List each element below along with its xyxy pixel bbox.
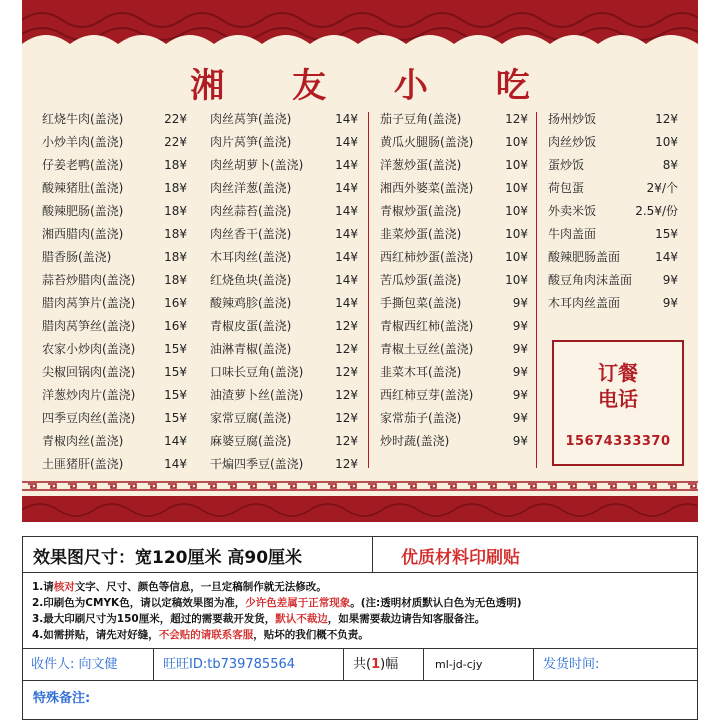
size-spec: 效果图尺寸：宽120厘米 高90厘米 (33, 548, 303, 568)
menu-item-price: 14¥ (655, 250, 678, 264)
menu-item-name: 肉丝胡萝卜(盖浇) (210, 158, 304, 172)
menu-item-price: 16¥ (164, 296, 187, 310)
menu-item (210, 109, 358, 129)
wangwang-id-field: 旺旺ID:tb739785564 (163, 657, 296, 672)
menu-item (380, 431, 528, 451)
menu-item-name: 牛肉盖面 (548, 227, 597, 241)
menu-item-name: 青椒皮蛋(盖浇) (210, 319, 292, 333)
menu-item-name: 仔姜老鸭(盖浇) (42, 158, 124, 172)
order-phone-box (552, 340, 684, 466)
menu-item-price: 14¥ (164, 457, 187, 471)
menu-item-price: 15¥ (164, 388, 187, 402)
menu-item-price: 9¥ (512, 411, 528, 425)
column-divider (536, 112, 537, 468)
menu-item (210, 155, 358, 175)
menu-item-price: 10¥ (505, 250, 528, 264)
menu-item-price: 9¥ (512, 365, 528, 379)
note-highlight: 默认不裁边 (275, 613, 328, 625)
menu-item-price: 14¥ (335, 250, 358, 264)
menu-item-price: 2¥/个 (646, 181, 678, 195)
cell-separator (153, 649, 154, 681)
menu-item-name: 西红柿炒蛋(盖浇) (380, 250, 474, 264)
menu-item-price: 14¥ (335, 112, 358, 126)
menu-item-name: 苦瓜炒蛋(盖浇) (380, 273, 462, 287)
menu-item-price: 22¥ (164, 135, 187, 149)
note-highlight: 不会贴的请联系客服 (158, 629, 254, 641)
menu-item-price: 15¥ (164, 342, 187, 356)
recipient-field: 收件人: 向文健 (31, 657, 118, 672)
menu-item-price: 15¥ (655, 227, 678, 241)
menu-item-name: 农家小炒肉(盖浇) (42, 342, 136, 356)
menu-item (380, 132, 528, 152)
menu-item-name: 青椒炒蛋(盖浇) (380, 204, 462, 218)
menu-item-price: 12¥ (505, 112, 528, 126)
menu-item (548, 132, 678, 152)
menu-item (380, 362, 528, 382)
menu-item-name: 手撕包菜(盖浇) (380, 296, 462, 310)
menu-item-name: 木耳肉丝(盖浇) (210, 250, 292, 264)
menu-item-price: 10¥ (505, 181, 528, 195)
order-label-line2: 电话 (598, 387, 638, 411)
menu-item (548, 247, 678, 267)
menu-item-price: 10¥ (505, 204, 528, 218)
menu-item-name: 口味长豆角(盖浇) (210, 365, 304, 379)
menu-item (210, 201, 358, 221)
menu-item-name: 腊肉莴笋片(盖浇) (42, 296, 136, 310)
menu-item-price: 10¥ (505, 273, 528, 287)
bottom-decorative-band (22, 476, 698, 522)
note-line (32, 595, 697, 611)
quantity-value: 1 (371, 657, 381, 672)
menu-item-name: 腊肉莴笋丝(盖浇) (42, 319, 136, 333)
menu-item-price: 22¥ (164, 112, 187, 126)
menu-item (380, 109, 528, 129)
menu-item-name: 四季豆肉丝(盖浇) (42, 411, 136, 425)
form-header (23, 537, 697, 573)
top-decorative-band (22, 0, 698, 56)
cell-separator (343, 649, 344, 681)
menu-item (210, 247, 358, 267)
menu-item-name: 腊香肠(盖浇) (42, 250, 112, 264)
special-remarks: 特殊备注: (33, 691, 91, 706)
menu-item-price: 12¥ (335, 319, 358, 333)
shipping-row (23, 649, 697, 681)
menu-item-price: 18¥ (164, 227, 187, 241)
menu-item (210, 454, 358, 474)
menu-item-price: 9¥ (512, 296, 528, 310)
menu-item-price: 14¥ (335, 204, 358, 218)
header-separator (372, 537, 373, 573)
menu-item-price: 9¥ (512, 342, 528, 356)
menu-item (210, 270, 358, 290)
menu-item (380, 155, 528, 175)
menu-item (42, 270, 187, 290)
menu-item (210, 339, 358, 359)
menu-item-price: 18¥ (164, 204, 187, 218)
note-text: ，贴坏的我们概不负责。 (253, 629, 369, 641)
order-label (554, 360, 682, 412)
note-line (32, 627, 697, 643)
menu-item (210, 316, 358, 336)
menu-item (548, 270, 678, 290)
menu-item-price: 18¥ (164, 273, 187, 287)
menu-item-name: 荷包蛋 (548, 181, 585, 195)
note-line (32, 579, 697, 595)
code-field: ml-jd-cjy (435, 658, 483, 671)
menu-item (42, 109, 187, 129)
menu-item-name: 干煸四季豆(盖浇) (210, 457, 304, 471)
menu-item-price: 12¥ (335, 388, 358, 402)
menu-item-price: 2.5¥/份 (635, 204, 678, 218)
menu-item-price: 18¥ (164, 158, 187, 172)
menu-item-price: 14¥ (335, 135, 358, 149)
menu-item-name: 麻婆豆腐(盖浇) (210, 434, 292, 448)
menu-item-price: 18¥ (164, 181, 187, 195)
menu-item (548, 109, 678, 129)
menu-item-name: 黄瓜火腿肠(盖浇) (380, 135, 474, 149)
menu-item-name: 油渣萝卜丝(盖浇) (210, 388, 304, 402)
menu-item-price: 10¥ (505, 135, 528, 149)
menu-item (42, 454, 187, 474)
note-text: 4.如需拼贴，请先对好缝， (32, 629, 159, 641)
menu-item (548, 224, 678, 244)
menu-item (210, 431, 358, 451)
menu-item (548, 178, 678, 198)
menu-item-name: 油淋青椒(盖浇) (210, 342, 292, 356)
menu-item-price: 12¥ (335, 342, 358, 356)
menu-item-name: 家常豆腐(盖浇) (210, 411, 292, 425)
menu-item-price: 9¥ (512, 434, 528, 448)
menu-item (42, 132, 187, 152)
order-label-line1: 订餐 (598, 361, 638, 385)
menu-item-price: 10¥ (505, 158, 528, 172)
menu-item-name: 西红柿豆芽(盖浇) (380, 388, 474, 402)
menu-item-name: 肉丝香干(盖浇) (210, 227, 292, 241)
menu-item-price: 15¥ (164, 365, 187, 379)
menu-item-name: 茄子豆角(盖浇) (380, 112, 462, 126)
menu-item-name: 炒时蔬(盖浇) (380, 434, 450, 448)
menu-item-name: 肉丝洋葱(盖浇) (210, 181, 292, 195)
menu-item (42, 408, 187, 428)
note-highlight: 少许色差属于正常现象 (245, 597, 351, 609)
menu-item-name: 肉丝莴笋(盖浇) (210, 112, 292, 126)
menu-item-price: 15¥ (164, 411, 187, 425)
menu-item-price: 9¥ (512, 388, 528, 402)
cell-separator (533, 649, 534, 681)
menu-item (210, 385, 358, 405)
menu-item-price: 9¥ (662, 296, 678, 310)
menu-item-price: 12¥ (335, 457, 358, 471)
menu-item-name: 青椒土豆丝(盖浇) (380, 342, 474, 356)
menu-item (380, 247, 528, 267)
menu-item-name: 扬州炒饭 (548, 112, 597, 126)
note-highlight: 核对 (53, 581, 75, 593)
menu-item-name: 酸辣肥肠(盖浇) (42, 204, 124, 218)
menu-item-name: 家常茄子(盖浇) (380, 411, 462, 425)
menu-item-price: 10¥ (655, 135, 678, 149)
menu-item (548, 201, 678, 221)
menu-item-price: 18¥ (164, 250, 187, 264)
menu-item-price: 9¥ (512, 319, 528, 333)
menu-item (42, 247, 187, 267)
menu-item-name: 洋葱炒肉片(盖浇) (42, 388, 136, 402)
order-info-form (22, 536, 698, 720)
menu-item-name: 韭菜木耳(盖浇) (380, 365, 462, 379)
menu-item-name: 蒜苔炒腊肉(盖浇) (42, 273, 136, 287)
shop-title: 湘 友 小 吃 (190, 66, 558, 106)
menu-item-name: 酸辣鸡胗(盖浇) (210, 296, 292, 310)
menu-item-name: 尖椒回锅肉(盖浇) (42, 365, 136, 379)
menu-item (210, 362, 358, 382)
menu-item (42, 201, 187, 221)
menu-item-name: 红烧鱼块(盖浇) (210, 273, 292, 287)
menu-item-name: 青椒西红柿(盖浇) (380, 319, 474, 333)
order-phone-number: 15674333370 (565, 434, 671, 449)
quantity-prefix: 共( (353, 657, 372, 672)
menu-item (42, 339, 187, 359)
menu-item-name: 蛋炒饭 (548, 158, 585, 172)
menu-item (380, 293, 528, 313)
menu-item (42, 385, 187, 405)
menu-item-name: 外卖米饭 (548, 204, 597, 218)
menu-item (210, 178, 358, 198)
menu-item-price: 14¥ (335, 227, 358, 241)
menu-item-price: 16¥ (164, 319, 187, 333)
note-text: ，如果需要裁边请告知客服备注。 (327, 613, 486, 625)
menu-item (380, 316, 528, 336)
menu-item-price: 10¥ (505, 227, 528, 241)
menu-item-name: 青椒肉丝(盖浇) (42, 434, 124, 448)
menu-item (380, 224, 528, 244)
note-text: 文字、尺寸、颜色等信息，一旦定稿制作就无法修改。 (74, 581, 327, 593)
menu-item-price: 14¥ (335, 273, 358, 287)
menu-item-name: 小炒羊肉(盖浇) (42, 135, 124, 149)
menu-item (210, 408, 358, 428)
menu-item-name: 酸豆角肉沫盖面 (548, 273, 633, 287)
menu-item-name: 土匪猪肝(盖浇) (42, 457, 124, 471)
menu-item-name: 酸辣肥肠盖面 (548, 250, 621, 264)
note-text: 1.请 (32, 581, 54, 593)
note-line (32, 611, 697, 627)
menu-item-name: 湘西腊肉(盖浇) (42, 227, 124, 241)
menu-item-name: 肉片莴笋(盖浇) (210, 135, 292, 149)
menu-item (42, 155, 187, 175)
menu-item-name: 木耳肉丝盖面 (548, 296, 621, 310)
menu-item-price: 12¥ (335, 434, 358, 448)
menu-item-price: 14¥ (335, 158, 358, 172)
menu-item-price: 14¥ (335, 181, 358, 195)
menu-item (42, 224, 187, 244)
menu-item (42, 293, 187, 313)
menu-item (42, 362, 187, 382)
quantity-suffix: )幅 (380, 657, 399, 672)
menu-item (548, 155, 678, 175)
quantity-field (353, 649, 398, 681)
cell-separator (423, 649, 424, 681)
menu-item-price: 12¥ (335, 365, 358, 379)
menu-item-price: 12¥ (335, 411, 358, 425)
menu-item (210, 132, 358, 152)
menu-item (380, 178, 528, 198)
menu-item (42, 431, 187, 451)
menu-item-name: 韭菜炒蛋(盖浇) (380, 227, 462, 241)
menu-item-name: 洋葱炒蛋(盖浇) (380, 158, 462, 172)
menu-item-price: 8¥ (662, 158, 678, 172)
note-text: 。(注:透明材质默认白色为无色透明) (350, 597, 522, 609)
menu-item-name: 肉丝蒜苔(盖浇) (210, 204, 292, 218)
menu-item (548, 293, 678, 313)
menu-item-price: 14¥ (164, 434, 187, 448)
menu-item (42, 178, 187, 198)
menu-item (380, 339, 528, 359)
menu-item-price: 12¥ (655, 112, 678, 126)
column-divider (368, 112, 369, 468)
material-spec: 优质材料印刷贴 (401, 548, 520, 568)
notes-section (23, 573, 697, 649)
menu-item (380, 270, 528, 290)
menu-item-name: 红烧牛肉(盖浇) (42, 112, 124, 126)
menu-item (380, 408, 528, 428)
menu-item-name: 酸辣猪肚(盖浇) (42, 181, 124, 195)
menu-item (380, 385, 528, 405)
menu-item (42, 316, 187, 336)
menu-item-name: 肉丝炒饭 (548, 135, 597, 149)
note-text: 2.印刷色为CMYK色，请以定稿效果图为准， (32, 597, 246, 609)
menu-item (210, 293, 358, 313)
menu-board (22, 0, 698, 522)
menu-item (210, 224, 358, 244)
ship-time-field: 发货时间: (543, 657, 600, 672)
menu-item-price: 9¥ (662, 273, 678, 287)
menu-item-name: 湘西外婆菜(盖浇) (380, 181, 474, 195)
note-text: 3.最大印刷尺寸为150厘米，超过的需要裁开发货， (32, 613, 276, 625)
menu-item (380, 201, 528, 221)
menu-item-price: 14¥ (335, 296, 358, 310)
